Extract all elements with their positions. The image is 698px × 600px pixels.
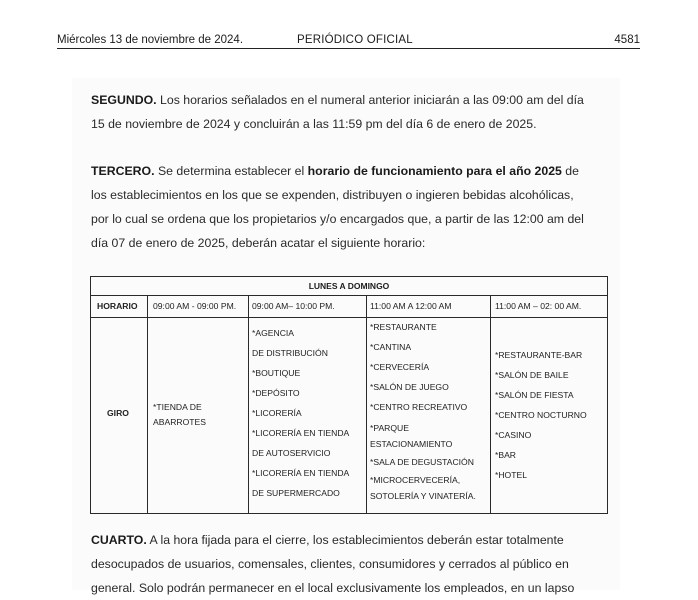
- list-item: *CASINO: [495, 430, 532, 440]
- list-item: *DEPÓSITO: [252, 388, 300, 398]
- paragraph-segundo: [91, 88, 588, 136]
- list-item: DE DISTRIBUCIÓN: [252, 348, 328, 358]
- list-item: ABARROTES: [153, 417, 207, 427]
- list-item: *RESTAURANTE: [370, 322, 437, 332]
- segundo-label: SEGUNDO.: [91, 93, 157, 107]
- list-item: *BAR: [495, 450, 517, 460]
- list-item: *SALÓN DE BAILE: [495, 370, 569, 380]
- tercero-label: TERCERO.: [91, 164, 155, 178]
- paragraph-tercero: [91, 159, 588, 255]
- list-item: *AGENCIA: [252, 328, 295, 338]
- table-title: LUNES A DOMINGO: [91, 277, 607, 296]
- list-item: *MICROCERVECERÍA,: [370, 475, 461, 485]
- list-item: *TIENDA DE: [153, 402, 202, 412]
- list-item: *LICORERÍA: [252, 408, 302, 418]
- list-item: *PARQUE: [370, 423, 409, 433]
- page-header: [57, 33, 640, 49]
- schedule-table: [90, 276, 608, 514]
- giro-list-1: [153, 397, 206, 432]
- column-divider: [366, 295, 367, 513]
- list-item: *SALÓN DE JUEGO: [370, 382, 449, 392]
- list-item: *HOTEL: [495, 470, 527, 480]
- horario-cell-3: 11:00 AM A 12:00 AM: [370, 301, 452, 311]
- giro-list-3: [370, 317, 476, 504]
- list-item: *LICORERÍA EN TIENDA: [252, 428, 350, 438]
- list-item: *LICORERÍA EN TIENDA: [252, 468, 350, 478]
- cuarto-label: CUARTO.: [91, 533, 147, 547]
- row-label-giro: GIRO: [107, 408, 129, 418]
- tercero-emphasis: horario de funcionamiento para el año 2025: [307, 164, 562, 178]
- list-item: DE SUPERMERCADO: [252, 488, 340, 498]
- column-divider: [490, 295, 491, 513]
- giro-list-2: [252, 323, 349, 503]
- row-label-horario: HORARIO: [97, 301, 138, 311]
- list-item: *SALÓN DE FIESTA: [495, 390, 574, 400]
- tercero-text-before: Se determina establecer el: [154, 164, 308, 178]
- column-divider: [147, 295, 148, 513]
- header-date: Miércoles 13 de noviembre de 2024.: [57, 34, 244, 46]
- paragraph-cuarto: [91, 528, 588, 600]
- list-item: *RESTAURANTE-BAR: [495, 350, 583, 360]
- list-item: DE AUTOSERVICIO: [252, 448, 331, 458]
- list-item: *CERVECERÍA: [370, 362, 430, 372]
- header-page-number: 4581: [614, 34, 640, 46]
- horario-cell-2: 09:00 AM– 10:00 PM.: [252, 301, 335, 311]
- list-item: *BOUTIQUE: [252, 368, 301, 378]
- list-item: *CENTRO RECREATIVO: [370, 402, 468, 412]
- header-publication: PERIÓDICO OFICIAL: [297, 34, 413, 46]
- segundo-text: Los horarios señalados en el numeral anterior iniciarán a las 09:00 am del día 15 de noviembre de 2024 y concluirán a las 11:59 pm del día 6 de enero de 2025.: [91, 93, 584, 131]
- tercero-text-after: de los establecimientos en los que se expenden, distribuyen o ingieren bebidas alcohólicas, por lo cual se ordena que los propietarios y/o encargados que, a partir de las 12:00 am del día 07 de enero de 2025, deberán acatar el siguiente horario:: [91, 164, 584, 250]
- list-item: *CANTINA: [370, 342, 412, 352]
- list-item: *SALA DE DEGUSTACIÓN: [370, 457, 474, 467]
- horario-cell-4: 11:00 AM – 02: 00 AM.: [495, 301, 582, 311]
- giro-list-4: [495, 345, 587, 485]
- column-divider: [248, 295, 249, 513]
- cuarto-text: A la hora fijada para el cierre, los establecimientos deberán estar totalmente desocupados de usuarios, comensales, clientes, consumidores y cerrados al público en general. Solo podrán permanecer en el local exclusivamente los empleados, en un lapso: [91, 533, 575, 595]
- list-item: SOTOLERÍA Y VINATERÍA.: [370, 491, 476, 501]
- horario-cell-1: 09:00 AM - 09:00 PM.: [153, 301, 237, 311]
- list-item: ESTACIONAMIENTO: [370, 439, 453, 449]
- list-item: *CENTRO NOCTURNO: [495, 410, 587, 420]
